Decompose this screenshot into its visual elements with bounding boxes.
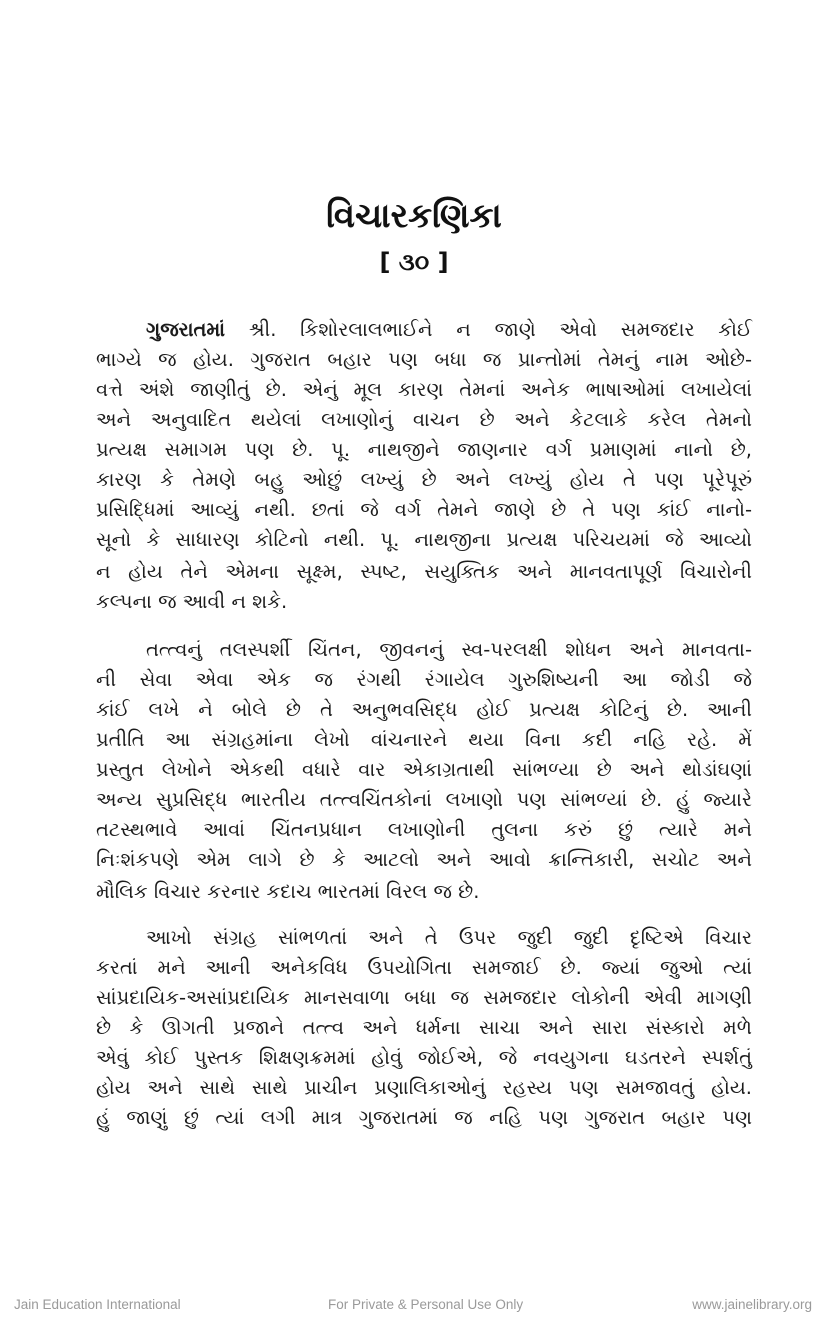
text-line: કલ્પના જ આવી ન શકે. xyxy=(96,590,288,613)
text-line: કાંઈ લખે ને બોલે છે તે અનુભવસિદ્ધ હોઈ પ્રત્યક્ષ કોટિનું છે. આની xyxy=(96,698,752,721)
text-line: હું જાણું છું ત્યાં લગી માત્ર ગુજરાતમાં જ નહિ પણ ગુજરાત બહાર પણ xyxy=(96,1106,752,1129)
text-line: નિઃશંકપણે એમ લાગે છે કે આટલો અને આવો ક્રાન્તિકારી, સચોટ અને xyxy=(96,848,752,871)
text-line: ની સેવા એવા એક જ રંગથી રંગાયેલ ગુરુશિષ્યની આ જોડી જે xyxy=(96,668,752,691)
text-line: વત્તે અંશે જાણીતું છે. એનું મૂલ કારણ તેમનાં અનેક ભાષાઓમાં લખાયેલાં xyxy=(96,378,752,401)
text-line: પ્રતીતિ આ સંગ્રહમાંના લેખો વાંચનારને થયા વિના કદી નહિ રહે. મેં xyxy=(96,728,752,751)
text-line: હોય અને સાથે સાથે પ્રાચીન પ્રણાલિકાઓનું રહસ્ય પણ સમજાવતું હોય. xyxy=(96,1076,752,1099)
text-line: પ્રસિદ્ધિમાં આવ્યું નથી. છતાં જે વર્ગ તેમને જાણે છે તે પણ કાંઈ નાનો- xyxy=(96,498,752,521)
text-line: સૂનો કે સાધારણ કોટિનો નથી. પૂ. નાથજીના પ્રત્યક્ષ પરિચયમાં જે આવ્યો xyxy=(96,528,752,551)
text-line: કરતાં મને આની અનેકવિધ ઉપયોગિતા સમજાઈ છે. જ્યાં જુઓ ત્યાં xyxy=(96,956,752,979)
text-line: છે કે ઊગતી પ્રજાને તત્ત્વ અને ધર્મના સાચા અને સારા સંસ્કારો મળે xyxy=(96,1016,752,1039)
lead-word: ગુજરાતમાં xyxy=(146,318,226,341)
text-line xyxy=(146,314,752,346)
page-title: વિચારકણિકા xyxy=(326,196,502,236)
text-line: અન્ય સુપ્રસિદ્ધ ભારતીય તત્ત્વચિંતકોનાં લખાણો પણ સાંભળ્યાં છે. હું જ્યારે xyxy=(96,788,752,811)
chapter-number: [ ૩૦ ] xyxy=(379,248,449,276)
line-text: શ્રી. કિશોરલાલભાઈને ન જાણે એવો સમજદાર કોઈ xyxy=(225,318,752,341)
text-line: ન હોય તેને એમના સૂક્ષ્મ, સ્પષ્ટ, સયુક્તિક અને માનવતાપૂર્ણ વિચારોની xyxy=(96,560,752,583)
footer-website-link[interactable]: www.jainelibrary.org xyxy=(692,1297,812,1312)
text-line: પ્રસ્તુત લેખોને એકથી વધારે વાર એકાગ્રતાથી સાંભળ્યા છે અને થોડાંઘણાં xyxy=(96,758,752,781)
text-line: ભાગ્યે જ હોય. ગુજરાત બહાર પણ બધા જ પ્રાન્તોમાં તેમનું નામ ઓછે- xyxy=(96,348,752,371)
text-line: અને અનુવાદિત થયેલાં લખાણોનું વાચન છે અને કેટલાકે કરેલ તેમનો xyxy=(96,408,752,431)
footer-publisher: Jain Education International xyxy=(14,1297,181,1312)
text-line: તટસ્થભાવે આવાં ચિંતનપ્રધાન લખાણોની તુલના કરું છું ત્યારે મને xyxy=(96,818,752,841)
text-line: આખો સંગ્રહ સાંભળતાં અને તે ઉપર જુદી જુદી દૃષ્ટિએ વિચાર xyxy=(146,926,752,949)
text-line: મૌલિક વિચાર કરનાર કદાચ ભારતમાં વિરલ જ છે. xyxy=(96,880,480,903)
text-line: કારણ કે તેમણે બહુ ઓછું લખ્યું છે અને લખ્યું હોય તે પણ પૂરેપૂરું xyxy=(96,468,752,491)
text-line: પ્રત્યક્ષ સમાગમ પણ છે. પૂ. નાથજીને જાણનાર વર્ગ પ્રમાણમાં નાનો છે, xyxy=(96,438,752,461)
text-line: તત્ત્વનું તલસ્પર્શી ચિંતન, જીવનનું સ્વ-પરલક્ષી શોધન અને માનવતા- xyxy=(146,638,752,661)
footer-usage-notice: For Private & Personal Use Only xyxy=(328,1297,524,1312)
text-line: એવું કોઈ પુસ્તક શિક્ષણક્રમમાં હોવું જોઈએ, જે નવયુગના ઘડતરને સ્પર્શતું xyxy=(96,1046,752,1069)
text-line: સાંપ્રદાયિક-અસાંપ્રદાયિક માનસવાળા બધા જ સમજદાર લોકોની એવી માગણી xyxy=(96,986,752,1009)
